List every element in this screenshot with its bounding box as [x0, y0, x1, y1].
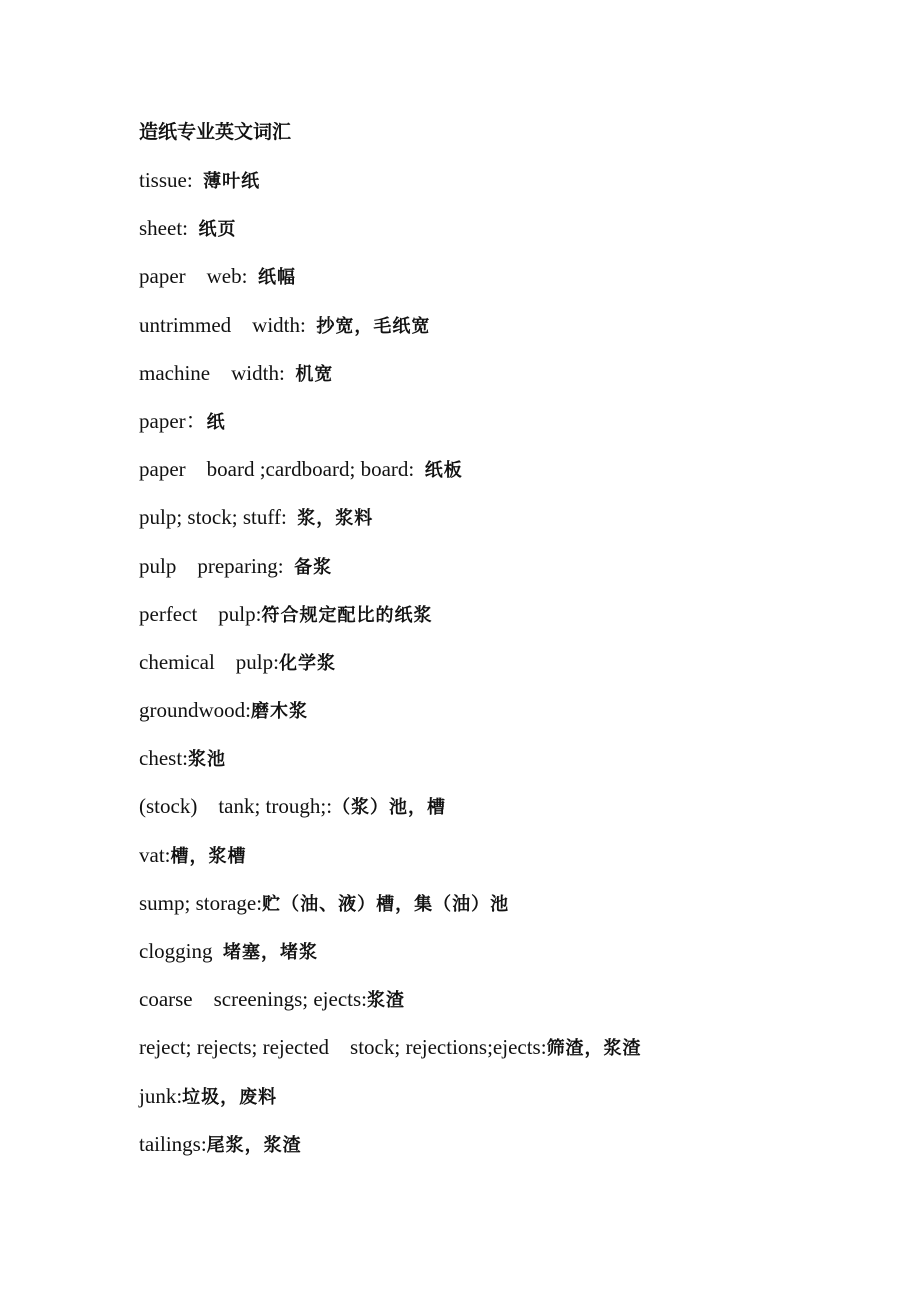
entry-term: coarse screenings; ejects:: [139, 987, 367, 1012]
entry-definition: 纸幅: [257, 267, 296, 289]
glossary-entry: [139, 1084, 879, 1108]
document-title: 造纸专业英文词汇: [139, 121, 292, 143]
entry-term: chest:: [139, 746, 188, 771]
entry-definition: 浆渣: [367, 990, 405, 1012]
glossary-entry: [139, 650, 879, 674]
glossary-entry: [139, 794, 879, 818]
glossary-entry: [139, 843, 879, 867]
entry-definition: 化学浆: [278, 652, 336, 674]
glossary-entry: [139, 216, 879, 240]
glossary-entry: [139, 602, 879, 626]
glossary-entry: [139, 746, 879, 770]
entry-definition: 机宽: [295, 363, 334, 385]
entry-definition: 堵塞，堵浆: [223, 942, 318, 963]
entry-definition: 纸: [206, 411, 226, 433]
entry-definition: 磨木浆: [251, 701, 308, 723]
entry-term: tissue:: [139, 168, 204, 192]
glossary-entry: [139, 1132, 879, 1156]
entry-definition: （浆）池，槽: [332, 797, 447, 819]
entry-term: sheet:: [139, 216, 199, 241]
entry-term: tailings:: [139, 1131, 207, 1156]
entry-definition: 贮（油、液）槽，集（油）池: [262, 893, 510, 915]
entry-definition: 垃圾，废料: [182, 1086, 278, 1108]
entry-term: paper board ;cardboard; board:: [139, 457, 425, 482]
entry-definition: 抄宽，毛纸宽: [316, 315, 431, 337]
entry-term: (stock) tank; trough;:: [139, 794, 333, 819]
glossary-entry: [139, 1035, 879, 1059]
entry-term: sump; storage:: [139, 890, 263, 915]
glossary-entry: [139, 505, 879, 529]
glossary-entry: [139, 361, 879, 385]
glossary-entry: [139, 168, 879, 192]
entry-term: junk:: [139, 1083, 183, 1108]
glossary-entry: [139, 313, 879, 337]
entry-term: reject; rejects; rejected stock; rejections;ejects:: [139, 1035, 547, 1060]
entry-definition: 槽，浆槽: [170, 845, 247, 867]
glossary-entry: [139, 939, 879, 963]
entry-term: untrimmed width:: [139, 312, 317, 337]
entry-definition: 筛渣，浆渣: [546, 1038, 642, 1060]
glossary-entry: [139, 457, 879, 481]
entry-term: clogging: [139, 939, 223, 963]
glossary-entry: [139, 409, 879, 433]
entry-definition: 尾浆，浆渣: [206, 1134, 302, 1156]
entry-term: chemical pulp:: [139, 649, 279, 674]
entry-definition: 符合规定配比的纸浆: [261, 604, 433, 626]
glossary-entry: [139, 554, 879, 578]
entry-definition: 纸板: [424, 460, 463, 482]
glossary-entry: [139, 698, 879, 722]
document-body: [139, 120, 879, 1180]
entry-term: machine width:: [139, 360, 296, 385]
entry-definition: 备浆: [294, 556, 333, 578]
entry-definition: 浆池: [187, 749, 226, 771]
entry-term: paper：: [139, 408, 207, 433]
glossary-entry: [139, 891, 879, 915]
entry-definition: 浆，浆料: [297, 508, 374, 530]
entry-term: pulp; stock; stuff:: [139, 505, 298, 530]
entry-term: perfect pulp:: [139, 601, 262, 626]
glossary-entry: [139, 264, 879, 288]
glossary-entry: [139, 987, 879, 1011]
entry-term: pulp preparing:: [139, 553, 295, 578]
entry-term: paper web:: [139, 264, 258, 289]
entry-definition: 薄叶纸: [203, 171, 261, 192]
entry-definition: 纸页: [198, 219, 237, 241]
entry-term: vat:: [139, 842, 171, 867]
entry-term: groundwood:: [139, 698, 251, 723]
